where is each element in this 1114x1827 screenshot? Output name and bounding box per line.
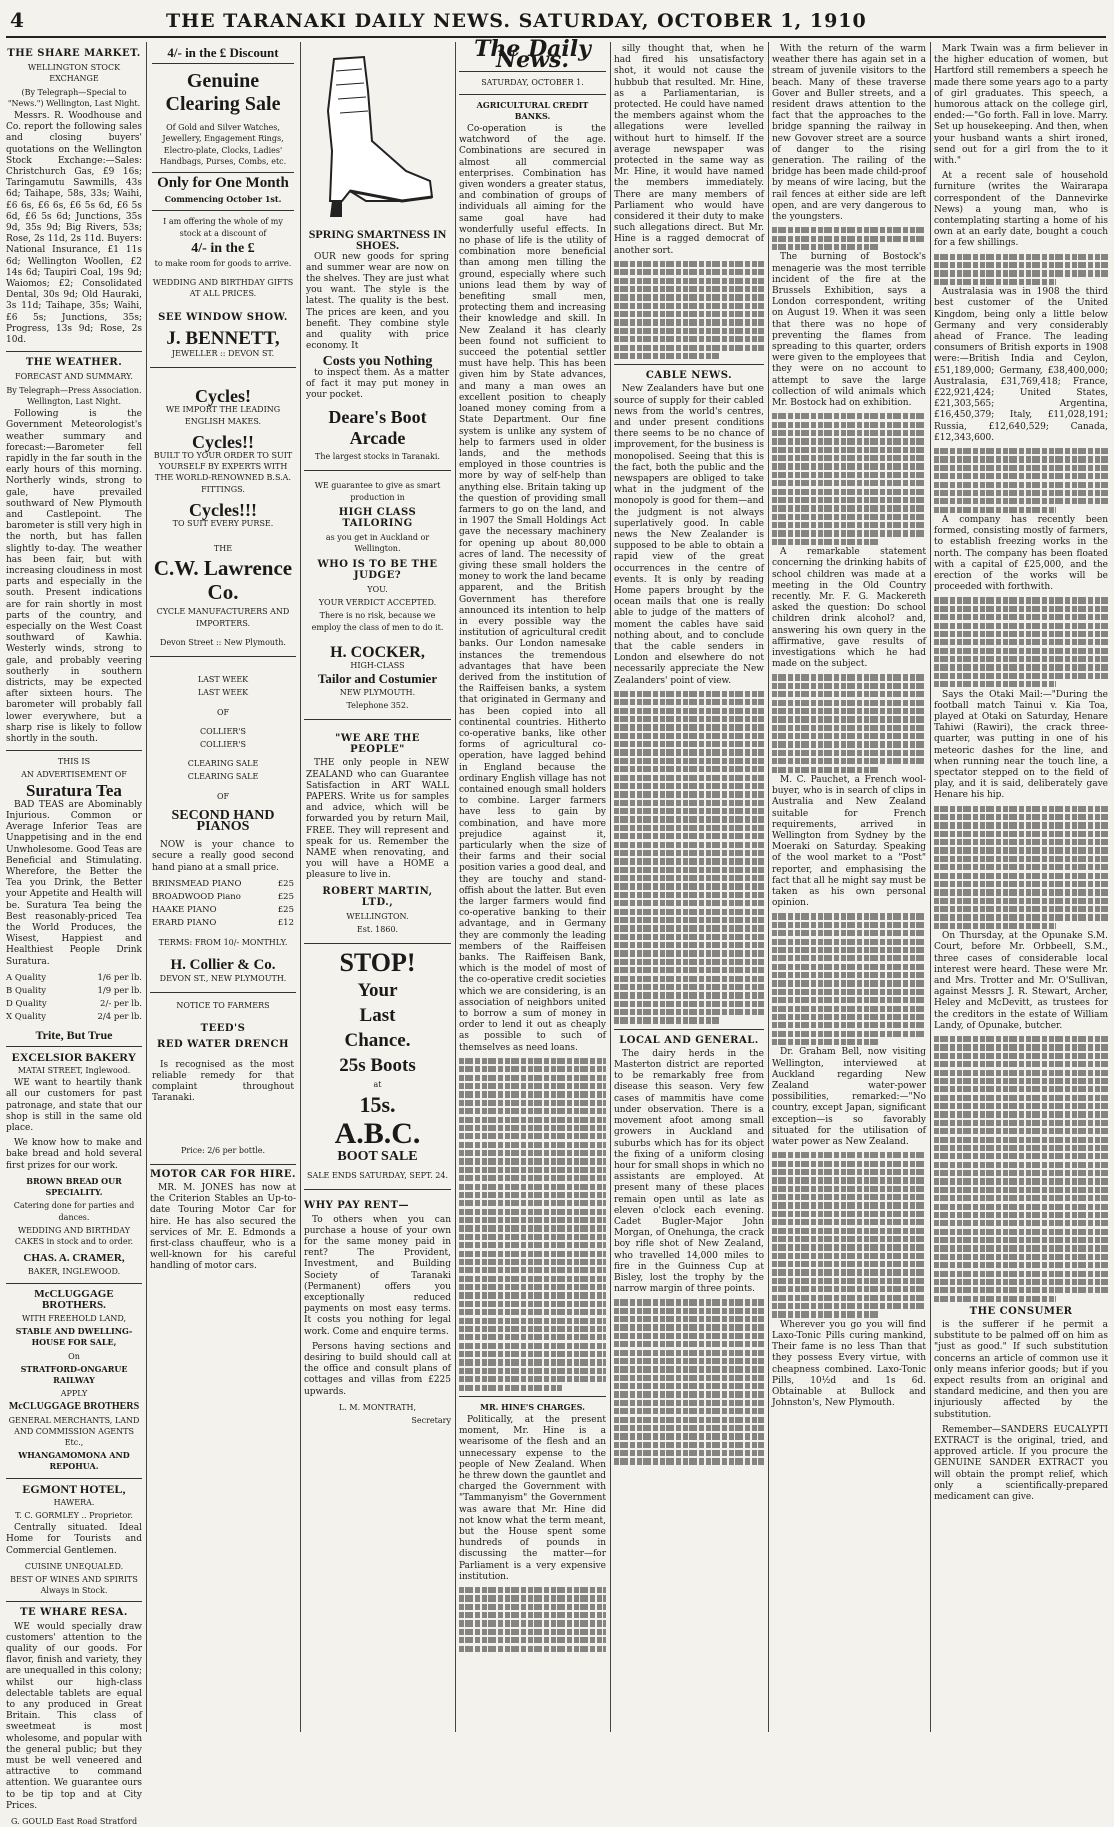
stable-label: STABLE AND DWELLING-HOUSE FOR SALE, — [15, 1326, 133, 1348]
telephone-label: Telephone 352. — [346, 700, 409, 710]
pay-rent-heading: WHY PAY RENT— — [304, 1200, 409, 1212]
share-byline: (By Telegraph—Special to "News.") Wellington, Last Night. — [7, 87, 141, 108]
quality-price: 1/6 per lb. — [97, 972, 142, 983]
of-label-2: OF — [216, 791, 230, 801]
collier-address: DEVON ST., NEW PLYMOUTH. — [159, 973, 287, 983]
guarantee-text: WE guarantee to give as smart production in — [314, 481, 441, 502]
abc-name: A.B.C. — [334, 1116, 421, 1150]
last-week-label-2: LAST WEEK — [197, 688, 249, 698]
trite-slogan: Trite, But True — [35, 1027, 113, 1042]
colliers-label-2: COLLIER'S — [199, 739, 246, 749]
quality-price: 2/- per lb. — [100, 999, 142, 1010]
motor-car-text: MR. M. JONES has now at the Criterion Stables an Up-to-date Touring Motor Car for hire. He has also secured the services of Mr. E. Edmonds a first-class chauffeur, who is a well-known for his careful handling of motor cars. — [150, 1182, 296, 1272]
wellington-label: WELLINGTON. — [346, 911, 409, 921]
commencing-label: Commencing October 1st. — [164, 194, 282, 205]
make-room-text: to make room for goods to arrive. — [154, 259, 292, 269]
bakery-address: MATAI STREET, Inglewood. — [17, 1066, 131, 1076]
table-row — [152, 917, 294, 930]
stratford-label: STRATFORD-ONGARUE RAILWAY — [20, 1363, 128, 1385]
hawera-label: HAWERA. — [53, 1497, 95, 1507]
gormley-label: T. C. GORMLEY .. Proprietor. — [15, 1510, 133, 1520]
mark-twain-text: Mark Twain was a firm believer in the higher education of women, but Hartford still remembers a speech he made there some years ago to a party of girl graduates. This speech, a humorous attack on the college girl, ended:—"Go forth. Fall in love. Marry. Set up housekeeping. And then, when your husband wants a shirt ironed, send out for a girl from the to it with." — [934, 44, 1108, 167]
new-plymouth-label: NEW PLYMOUTH. — [339, 687, 416, 697]
inspect-text: to inspect them. As a matter of fact it may put money in your pocket. — [306, 367, 449, 401]
wedding-gifts-text: WEDDING AND BIRTHDAY GIFTS AT ALL PRICES. — [152, 278, 294, 299]
page-number: 4 — [10, 8, 24, 32]
column-rule — [146, 42, 147, 1732]
cycles-heading-1: Cycles! — [195, 386, 251, 407]
weather-heading: THE WEATHER. — [25, 357, 123, 369]
notice-farmers-label: NOTICE TO FARMERS — [176, 1001, 270, 1011]
cramer-name: CHAS. A. CRAMER, — [23, 1252, 125, 1265]
boots-label: 25s Boots — [339, 1055, 416, 1077]
the-label: THE — [213, 544, 233, 554]
deare-name: Deare's Boot Arcade — [328, 407, 427, 449]
weather-byline: By Telegraph—Press Association. Wellington, Last Night. — [6, 385, 142, 406]
column-rule — [768, 42, 769, 1732]
lawrence-name: C.W. Lawrence Co. — [153, 556, 293, 605]
daily-news-nameplate: The Daily News. — [474, 36, 591, 74]
abc-advert — [304, 944, 451, 1190]
local-general-heading: LOCAL AND GENERAL. — [619, 1034, 759, 1046]
second-hand-pianos-title: SECOND HAND PIANOS — [171, 807, 275, 834]
egmont-text: Centrally situated. Ideal Home for Tourists and Commercial Gentlemen. — [6, 1523, 142, 1556]
piano-price: £25 — [277, 891, 294, 902]
wines-label: BEST OF WINES AND SPIRITS Always in Stock. — [10, 1574, 138, 1596]
judge-label: WHO IS TO BE THE JUDGE? — [317, 558, 438, 581]
share-report: Messrs. R. Woodhouse and Co. report the following sales and closing buyers' quotations on the Wellington Stock Exchange:—Sales: Christchurch Gas, £9 16s; Taringamutu Sawmills, 43s 6d; Taihape, 58s, 33s; Waihi, £6 6s, £6 6s, £6 5s 6d, £6 5s 6d, £6 5s 6d; Junctions, 35s 9d, 35s 9d; Big Rivers, 53s; Rose, 2s 11d, 2s 11d. Buyers: National Insurance, £1 11s 6d; Wellington Woollen, £2 14s 6d; Taupiri Coal, 19s 9d; Waiomos; £2; Consolidated Dental, 30s 9d; Old Hauraki, 3s 11d; Taihape, 35s; Waihi, £6 5s; Junctions, 35s; Progress, 13s 9d; Rose, 2s 10d. — [6, 111, 142, 346]
column-7 — [934, 44, 1108, 1728]
shoe-illustration — [306, 51, 436, 221]
clearing-sale-label: CLEARING SALE — [187, 759, 259, 769]
chance-label: Chance. — [344, 1029, 411, 1051]
column-rule — [455, 42, 456, 1732]
credit-banks-heading: AGRICULTURAL CREDIT BANKS. — [476, 99, 589, 121]
menagerie-text: The burning of Bostock's menagerie was the most terrible incident of the fire at the Brussels Exhibition, says a London correspondent, writing on August 19. When it was seen that there was no hope of preventing the flames from spreading to this quarter, orders were given to the employees that they were on no account to attempt to save the large collection of wild animals which Mr. Bostock had on exhibition. — [772, 252, 926, 409]
cuisine-label: CUISINE UNEQUALED. — [24, 1561, 124, 1571]
column-rule — [300, 42, 301, 1732]
montrath-name: L. M. MONTRATH, — [339, 1402, 416, 1412]
column-1 — [6, 44, 142, 1827]
sale-ends-label: SALE ENDS SATURDAY, SEPT. 24. — [306, 1171, 449, 1181]
consumer-heading: THE CONSUMER — [969, 1305, 1073, 1317]
table-row — [6, 985, 142, 998]
table-row — [6, 998, 142, 1011]
risk-text: There is no risk, because we employ the class of men to do it. — [311, 611, 444, 632]
masthead-title: THE TARANAKI DAILY NEWS. SATURDAY, OCTOBER 1, 1910 — [166, 10, 867, 32]
exchange-heading: WELLINGTON STOCK EXCHANGE — [27, 63, 121, 84]
rent-text-2: Persons having sections and desiring to build should call at the office and consult plans of cottages and villas from £225 upwards. — [304, 1341, 451, 1397]
stop-heading: STOP! — [339, 948, 416, 978]
piano-name: HAAKE PIANO — [152, 905, 217, 916]
column-rule — [610, 42, 611, 1732]
credit-banks-article: Co-operation is the watchword of the age. Combinations are secured in almost all commercial enterprises. Combination has given wonders a greater status, and combination of groups of individuals all aiming for the same goal have had wonderfully useful effects. In no phase of life is the utility of combination more beneficial than among men tilling the ground, especially where such unions lead them by way of benefiting small men, protecting them and increasing their knowledge and skill. In New Zealand it has clearly been found not sufficient to succeed the potential settler must have help. This has been given him by State advances, and many a man owes an excellent position to cheaply loaned money coming from a State Department. Our fine system is unlike any system of help to farmers used in older lands, and the methods employed in those countries is more by way of self-help than anything else. Britain taking up the question of providing small farmers to go on the land, and in 1907 the Small Holdings Act gave the necessary machinery for opening up about 80,000 acres of land. The necessity of giving these small holders the money to work the land became apparent, and the British Government has therefore announced its intention to help in every possible way the institution of agricultural credit banks. Our London namesake instances the tremendous advantages that have been derived from the institution of the Raiffeisen banks, a system that originated in Germany and has been copied into all continental countries. Hitherto co-operative banks, like other forms of agricultural co-operation, have lagged behind in England because the ordinary English village has not contained enough small holders to combine. Larger farmers have less to gain by combination, and have more prejudice against it, particularly when the size of their farms and their social position varies a good deal, and they are touchy and stand-offish about the latter. But even the larger farmers would find co-operative banking to their advantage, and in Germany they are commonly the leading members of the Raiffeisen banks. The Raiffeisen Bank, which is the model of most of the co-operative credit societies which we are considering, is an association of neighbors united to borrow a sum of money in order to lend it out as cheaply as possible to such of themselves as need loans. — [459, 124, 606, 1053]
hine-charges-heading: MR. HINE'S CHARGES. — [480, 1401, 585, 1412]
you-label: YOU. — [367, 585, 388, 595]
hine-charges-article: Politically, at the present moment, Mr. Hine is a wearisome of the flesh and an unnecessary expense to the people of New Zealand. When he threw down the gauntlet and charged the Government with "Tammanyism" the Government was aware that Mr. Hine did not know what the term meant, but the House spent some hundreds of pounds in discussing the matter—for Parliament is a very expensive institution. — [459, 1414, 606, 1582]
editorial-date: SATURDAY, OCTOBER 1. — [481, 78, 584, 88]
school-children-text: A remarkable statement concerning the drinking habits of school children was made at a meeting in the Old Country recently. Mr. F. G. Mackereth asked the question: Do school children drink alcohol? and, answering his own query in the affirmative, gave results of investigations which he had made on the subject. — [772, 547, 926, 670]
jeweller-label: JEWELLER :: DEVON ST. — [171, 349, 275, 359]
cocker-name: H. COCKER, — [330, 643, 425, 661]
established-label: Est. 1860. — [356, 925, 399, 935]
quality-name: A Quality — [6, 972, 47, 983]
piano-name: BRINSMEAD PIANO — [152, 878, 242, 889]
built-text: BUILT TO YOUR ORDER TO SUIT YOURSELF BY EXPERTS WITH THE WORLD-RENOWNED B.S.A. FITTINGS. — [153, 451, 293, 494]
cycles-heading-2: Cycles!! — [192, 431, 254, 452]
column-4 — [459, 36, 606, 1728]
piano-price: £25 — [277, 878, 294, 889]
mccluggage-title: McCLUGGAGE BROTHERS. — [34, 1287, 114, 1311]
te-whare-text: WE would specially draw customers' attention to the quality of our goods. For flavor, finish and variety, they are unequalled in this colony; whilst our high-class delectable tablets are equal to any produced in Great Britain. This class of sweetmeat is most wholesome, and popular with the general public; but they must be well veneered and attractive to command attention. We guarantee ours to be tip top and at City Prices. — [6, 1621, 142, 1811]
merchants-label: GENERAL MERCHANTS, LAND AND COMMISSION AGENTS Etc., — [8, 1415, 140, 1447]
your-label: Your — [357, 979, 398, 1001]
laxo-tonic-text: Wherever you go you will find Laxo-Tonic Pills curing mankind, Their fame is no less Than that they possess Every virtue, with cheapness combined. Laxo-Tonic Pills, 10½d and 1s 6d. Obtainable at Bullock and Johnston's, New Plymouth. — [772, 1319, 926, 1409]
bennett-name: J. BENNETT, — [166, 327, 280, 349]
wool-buyer-text: M. C. Pauchet, a French wool-buyer, who is in search of clips in Australia and New Zealand suitable for French requirements, arrived in Wellington from Sydney by the Moeraki on Saturday. Speaking of the wool market to a "Post" reporter, and emphasising the fact that all he might say must be taken as his own personal opinion. — [772, 774, 926, 909]
quality-price: 1/9 per lb. — [97, 986, 142, 997]
wedding-cakes-label: WEDDING AND BIRTHDAY CAKES in stock and to order. — [14, 1225, 134, 1246]
otaki-football-text: Says the Otaki Mail:—"During the football match Tainui v. Kia Toa, played at Otaki on Saturday, Henare Tahiwi (Rawiri), the crack three-quarter, was putting in one of his meteoric dashes for the line, and when running near the touch line, a spectator stepped on to the field of play, and it is said, deliberately gave Henare his hip. — [934, 689, 1108, 801]
last-week-label: LAST WEEK — [197, 675, 249, 685]
collier-advert — [150, 657, 296, 993]
costs-nothing-heading: Costs you Nothing — [322, 354, 433, 370]
share-market-heading: THE SHARE MARKET. — [7, 48, 141, 59]
we-are-the-people-heading: "WE ARE THE PEOPLE" — [335, 732, 420, 756]
terms-label: TERMS: FROM 10/- MONTHLY. — [158, 937, 288, 947]
piano-price: £12 — [277, 918, 294, 929]
cable-news-heading: CABLE NEWS. — [645, 370, 733, 382]
at-label: at — [373, 1080, 382, 1090]
table-row — [152, 891, 294, 904]
column-3 — [304, 44, 451, 1728]
offering-text: I am offering the whole of my stock at a discount of — [163, 217, 283, 238]
quality-name: X Quality — [6, 1012, 46, 1023]
last-label: Last — [359, 1004, 396, 1026]
table-row — [6, 1011, 142, 1024]
egmont-hotel-title: EGMONT HOTEL, — [22, 1481, 126, 1496]
bakery-text: WE want to heartily thank all our customers for past patronage, and state that our shop is still in the same old place. — [6, 1078, 142, 1134]
opunake-court-text: On Thursday, at the Opunake S.M. Court, before Mr. Orbbeell, S.M., three cases of considerable local interest were heard. These were Mr. and Mrs. Trotter and Mr. O'Sullivan, against Messrs J. R. Stewart, Archer, Heley and McDevitt, as trustees for the creditors in the estate of William Landy, of Opunake, butcher. — [934, 931, 1108, 1031]
devon-street-label: Devon Street :: New Plymouth. — [160, 637, 286, 647]
freezing-works-text: A company has recently been formed, consisting mostly of farmers, to establish freezing works in the north. The company has been floated with a capital of £25,000, and the erection of the works will be proceeded with forthwith. — [934, 515, 1108, 593]
table-row — [152, 904, 294, 917]
teeds-advert — [150, 993, 296, 1165]
masthead — [6, 6, 1106, 38]
motor-car-heading: MOTOR CAR FOR HIRE. — [150, 1168, 296, 1180]
cycle-manufacturers-label: CYCLE MANUFACTURERS AND IMPORTERS. — [156, 607, 290, 628]
bakery-text-2: We know how to make and bake bread and hold several first prizes for our work. — [6, 1138, 142, 1171]
quality-name: D Quality — [6, 999, 47, 1010]
purse-text: TO SUIT EVERY PURSE. — [172, 519, 274, 529]
cable-news-article: New Zealanders have but one source of supply for their cabled news from the world's centres, and under present conditions there seems to be no chance of improvement, for the business is monopolised. Seeing that this is the fact, both the public and the newspapers are obliged to take what in the judgment of the monopoly is good for them—and the judgment is not always superlatively good. In cable news the New Zealander is supposed to be able to obtain a rapid view of the great occurrences in the centre of events. It is only by reading Home papers brought by the ocean mails that one is really able to judge of the matters of moment the cables have said nothing about, and to conclude that the cable senders in London and elsewhere do not necessarily appreciate the New Zealanders' point of view. — [614, 384, 764, 686]
column-6 — [772, 44, 926, 1728]
martin-advert — [304, 720, 451, 944]
deare-advert — [304, 44, 451, 471]
cramer-sub: BAKER, INGLEWOOD. — [27, 1267, 121, 1277]
beach-visitors-text: With the return of the warm weather there has again set in a stream of juvenile visitors to the beach. Many of these traverse Gover and Buller streets, and a resident draws attention to the fact that the approaches to the bridge spanning the railway in new Govover street are a source of danger to the rising generation. The railing of the bridge has been made child-proof by means of wire lacing, but the rail fences at either side are left open, and are very dangerous to the youngsters. — [772, 44, 926, 223]
tailor-label: Tailor and Costumier — [317, 671, 438, 687]
catering-label: Catering done for parties and dances. — [13, 1201, 135, 1222]
piano-price: £25 — [277, 905, 294, 916]
import-text: WE IMPORT THE LEADING ENGLISH MAKES. — [165, 405, 281, 426]
fifteen-label: 15s. — [359, 1091, 396, 1117]
boot-sale-label: BOOT SALE — [337, 1148, 418, 1164]
largest-stocks-label: The largest stocks in Taranaki. — [315, 452, 440, 462]
colliers-label: COLLIER'S — [199, 726, 246, 736]
suratura-text: BAD TEAS are Abominably Injurious. Common or Average Inferior Teas are Unappetising and in the end Unwholesome. Good Teas are Beneficial and Stimulating. Wherefore, the Better the Tea you Drink, the Better your Appetite and Health will be. Suratura Tea being the Best reasonably-priced Tea the World Produces, the Wisest, Happiest and Healthiest People Drink Suratura. — [6, 799, 142, 967]
cycles-heading-3: Cycles!!! — [189, 499, 257, 520]
four-shillings-label: 4/- in the £ — [191, 240, 255, 256]
bakery-title: EXCELSIOR BAKERY — [11, 1049, 137, 1064]
table-row — [6, 972, 142, 985]
local-general-article: The dairy herds in the Masterton district are reported to be remarkably free from disease this season. Very few cases of mammitis have come under observation. There is a movement afoot among small growers in Auckland and suburbs which has for its object the fixing of a uniform closing hour for small shops in which no assistants are employed. At present many of these places remain open until as late as eleven o'clock each evening. Cadet Bugler-Major John Morgan, of Onehunga, the crack boy rifle shot of New Zealand, who travelled 14,000 miles to fire in the Guinness Cup at Bisley, lost the trophy by the narrow margin of three points. — [614, 1048, 764, 1295]
suratura-tea-title: Suratura Tea — [26, 780, 122, 800]
apply-label: APPLY — [60, 1389, 88, 1399]
table-row — [152, 878, 294, 891]
brown-bread-label: BROWN BREAD OUR SPECIALITY. — [26, 1175, 122, 1198]
furniture-sale-text: At a recent sale of household furniture (writes the Wairarapa correspondent of the Dannevirke News) a young man, who is contemplating starting a home of his own at an early date, bought a couch for a few shillings. — [934, 171, 1108, 249]
consumer-text: is the sufferer if he permit a substitute to be palmed off on him as "just as good." If such substitution concerns an article of common use it only means inferior goods; but if you expect results from an original and standard medicine, and then you are injuriously affected by the substitution. — [934, 1320, 1108, 1420]
piano-name: ERARD PIANO — [152, 918, 217, 929]
spring-smartness-heading: SPRING SMARTNESS IN SHOES. — [308, 227, 447, 253]
mccluggage-brothers: McCLUGGAGE BROTHERS — [8, 1401, 140, 1413]
collier-name: H. Collier & Co. — [170, 956, 276, 973]
drench-text: Is recognised as the most reliable remedy for that complaint throughout Taranaki. — [152, 1059, 294, 1104]
forecast-heading: FORECAST AND SUMMARY. — [15, 372, 133, 382]
whanga-label: WHANGAMOMONA AND REPOHUA. — [18, 1450, 130, 1472]
discount-heading: 4/- in the £ Discount — [167, 45, 279, 60]
highclass-label: HIGH-CLASS — [350, 661, 405, 671]
this-is-label: THIS IS — [57, 757, 91, 767]
te-whare-heading: TE WHARE RESA. — [20, 1607, 128, 1619]
bennett-advert — [150, 44, 296, 368]
drench-label: RED WATER DRENCH — [157, 1038, 289, 1050]
sanders-extract-text: Remember—SANDERS EUCALYPTI EXTRACT is the original, tried, and approved article. If you procure the GENUINE SANDER EXTRACT you will obtain the prompt relief, which only a scientifically-prepared medicament can give. — [934, 1424, 1108, 1503]
column-2 — [150, 44, 296, 1728]
of-label: OF — [216, 707, 230, 717]
weather-report: Following is the Government Meteorologist's weather summary and forecast:—Barometer fell rapidly in the far south in the early hours of this morning. Northerly winds, strong to gale, have prevailed southward of New Plymouth and Castlepoint. The barometer is still very high in the north, but has fallen slightly to-day. The weather has been fair, but with increasing cloudiness in most parts and especially in the south. Present indications are for rain shortly in most parts of the country, and especially on the West Coast southward of Kawhia. Westerly winds, strong to gale, and probably veering southerly in southern districts, may be expected after sixteen hours. The barometer will probably fall lower everywhere, but a sharp rise is likely to follow shortly in the south. — [6, 409, 142, 744]
cocker-advert — [304, 471, 451, 719]
gold-watches-text: Of Gold and Silver Watches, Jewellery, Engagement Rings, Electro-plate, Clocks, Ladies' Handbags, Purses, Combs, etc. — [159, 123, 287, 166]
clearing-sale-label-2: CLEARING SALE — [187, 772, 259, 782]
graham-bell-text: Dr. Graham Bell, now visiting Wellington, interviewed at Auckland regarding New Zealand water-power possibilities, remarked:—"No country, except Japan, significant exception—is so favorably situated for the utilisation of water power as New Zealand. — [772, 1047, 926, 1148]
exports-text: Australasia was in 1908 the third best customer of the United Kingdom, being only a little below Germany and very considerably ahead of France. The leading consumers of British exports in 1908 were:—British India and Ceylon, £51,189,000; Germany, £38,400,000; Australasia, £31,769,418; France, £22,921,424; United States, £21,303,565; Argentina, £16,450,379; Italy, £11,028,191; Russia, £12,640,529; Canada, £12,343,600. — [934, 287, 1108, 443]
auckland-text: as you get in Auckland or Wellington. — [325, 533, 430, 554]
verdict-label: YOUR VERDICT ACCEPTED. — [318, 598, 437, 608]
on-label: On — [68, 1351, 80, 1361]
tailoring-label: HIGH CLASS TAILORING — [338, 506, 417, 530]
column-rule — [930, 42, 931, 1732]
te-whare-signature: G. GOULD East Road Stratford — [10, 1817, 138, 1827]
quality-price: 2/4 per lb. — [97, 1012, 142, 1023]
window-show-label: SEE WINDOW SHOW. — [158, 311, 288, 323]
teeds-label: TEED'S — [200, 1023, 246, 1035]
clearing-sale-title: Genuine Clearing Sale — [165, 70, 281, 116]
advert-of-label: AN ADVERTISEMENT OF — [21, 770, 127, 780]
freehold-label: WITH FREEHOLD LAND, — [21, 1313, 127, 1323]
quality-name: B Quality — [6, 986, 47, 997]
one-month-heading: Only for One Month — [157, 175, 289, 192]
rent-text: To others when you can purchase a house of your own for the same money paid in rent? The Provident, Investment, and Building Society of Taranaki (Permanent) offers you exceptionally reduced payments on most easy terms. It costs you nothing for legal work. Come and enquire terms. — [304, 1214, 451, 1337]
pianos-intro: NOW is your chance to secure a really good second hand piano at a small price. — [152, 840, 294, 873]
piano-price-table — [152, 878, 294, 931]
tea-price-table — [6, 972, 142, 1025]
lawrence-advert — [150, 368, 296, 657]
martin-name: ROBERT MARTIN, LTD., — [322, 885, 433, 908]
hine-continued-text: silly thought that, when he had fired his unsatisfactory shot, it would not cause the hubbub that resulted. Mr. Hine, as a Parliamentarian, is protected. He could have named the members against whom the allegations were levelled without hurt to himself. If the average newspaper was protected in the same way as Mr. Hine, it would have named the members immediately. There are many members of Parliament who would have considered it their duty to make such allegations direct. But Mr. Hine is a ragged democrat of another sort. — [614, 44, 764, 256]
people-text: THE only people in NEW ZEALAND who can Guarantee Satisfaction in ART WALL PAPERS. Write us for samples and advice, which will be forwarded you by return Mail, FREE. They will represent and speak for us. Remember the NAME when renovating, and you will have a HOME a pleasure to live in. — [306, 758, 449, 881]
piano-name: BROADWOOD Piano — [152, 891, 241, 902]
spring-text: OUR new goods for spring and summer wear are now on the shelves. They are just what you want. The style is the latest. The quality is the best. The prices are keen, and you benefit. They combine style and quality with price economy. It — [306, 251, 449, 352]
secretary-label: Secretary — [411, 1416, 451, 1426]
column-5 — [614, 44, 764, 1728]
drench-price: Price: 2/6 per bottle. — [180, 1145, 266, 1155]
